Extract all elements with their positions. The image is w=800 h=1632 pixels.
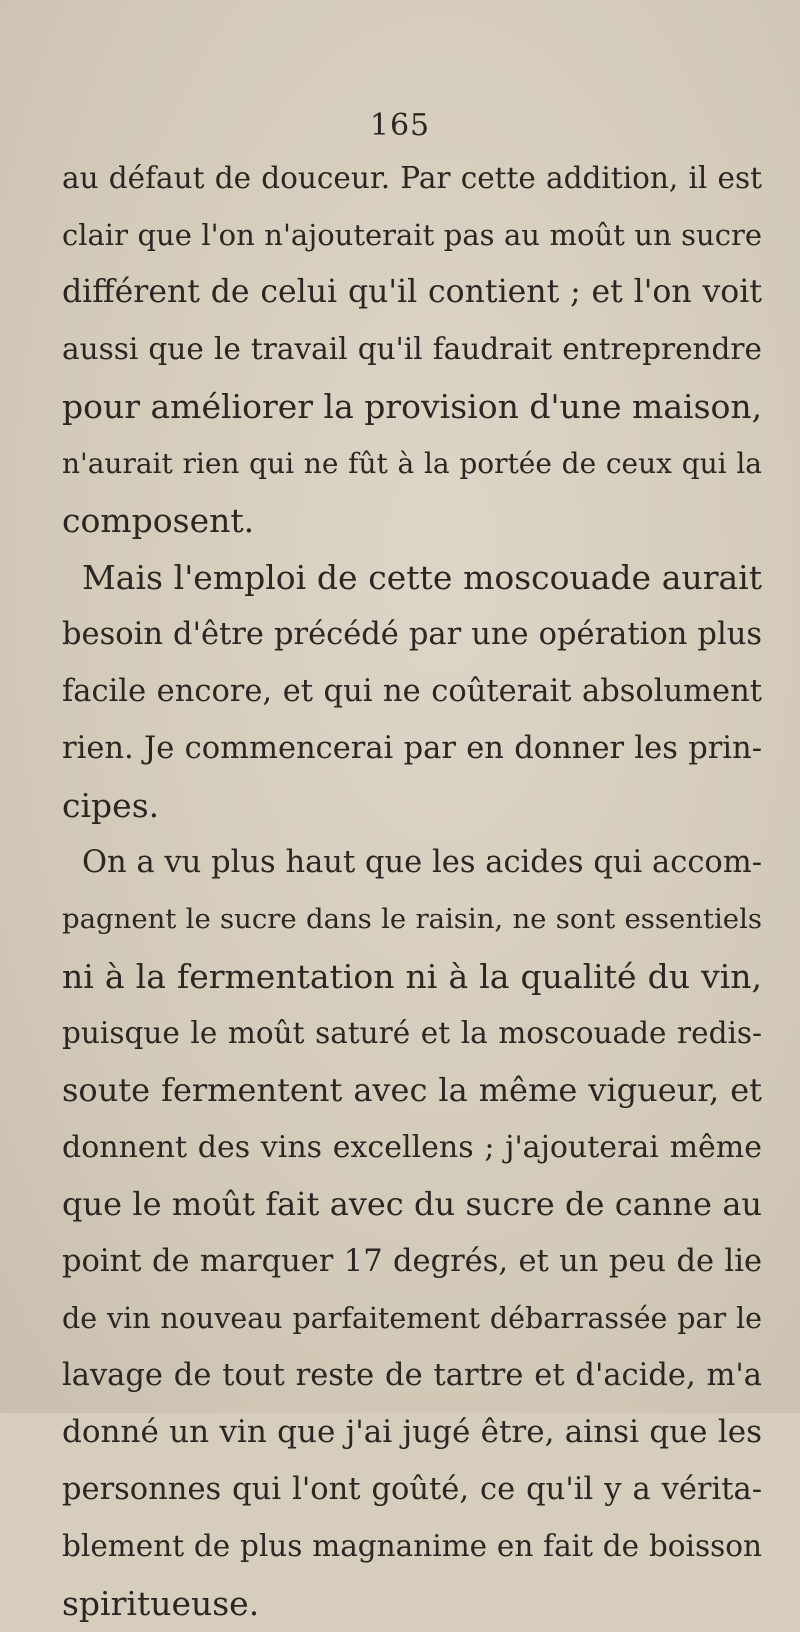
text-line: différent de celui qu'il contient ; et l'on voit xyxy=(62,274,762,310)
text-line: donnent des vins excellens ; j'ajouterai même xyxy=(62,1130,762,1165)
text-line: clair que l'on n'ajouterait pas au moût un sucre xyxy=(62,218,762,252)
text-line: ni à la fermentation ni à la qualité du vin, xyxy=(62,957,762,996)
text-line: blement de plus magnanime en fait de boisson xyxy=(62,1529,762,1563)
text-line: que le moût fait avec du sucre de canne au xyxy=(62,1185,762,1223)
text-line: pour améliorer la provision d'une maison, xyxy=(62,387,763,426)
text-line: n'aurait rien qui ne fût à la portée de ceux qui la xyxy=(62,447,762,480)
text-line: au défaut de douceur. Par cette addition, il est xyxy=(62,161,762,195)
text-line: besoin d'être précédé par une opération plus xyxy=(62,617,762,652)
text-line: pagnent le sucre dans le raisin, ne sont essentiels xyxy=(62,903,762,935)
text-line: cipes. xyxy=(62,786,160,825)
text-line: facile encore, et qui ne coûterait absolument xyxy=(62,674,762,709)
text-line: point de marquer 17 degrés, et un peu de lie xyxy=(62,1244,762,1279)
text-line: donné un vin que j'ai jugé être, ainsi que les xyxy=(62,1414,762,1450)
text-line: lavage de tout reste de tartre et d'acide, m'a xyxy=(62,1358,762,1393)
text-line: soute fermentent avec la même vigueur, et xyxy=(62,1071,762,1109)
text-line: de vin nouveau parfaitement débarrassée par le xyxy=(62,1302,762,1335)
text-line: puisque le moût saturé et la moscouade redis- xyxy=(62,1016,762,1050)
text-line: composent. xyxy=(62,501,255,540)
text-line: personnes qui l'ont goûté, ce qu'il y a vérita- xyxy=(62,1472,762,1507)
text-line: On a vu plus haut que les acides qui accom- xyxy=(82,845,762,880)
text-line: Mais l'emploi de cette moscouade aurait xyxy=(82,558,762,597)
body-text xyxy=(62,150,762,1632)
text-line: spiritueuse. xyxy=(62,1584,260,1623)
text-line: rien. Je commencerai par en donner les prin- xyxy=(62,731,762,766)
text-line: aussi que le travail qu'il faudrait entreprendre xyxy=(62,332,762,366)
page-number: 165 xyxy=(369,108,431,143)
